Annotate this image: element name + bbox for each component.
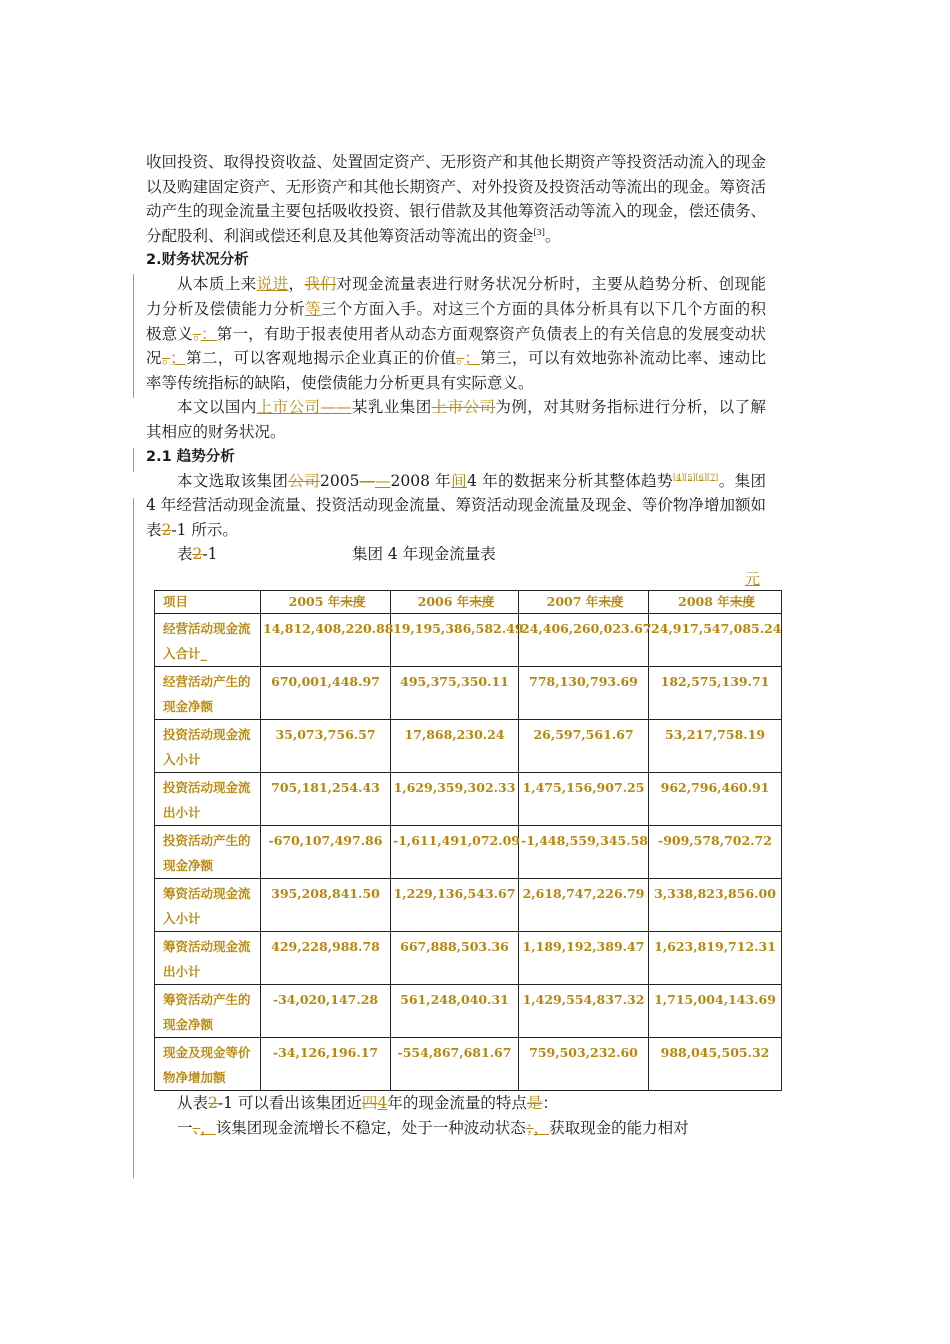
table-label: 表2-1 [177,545,218,564]
table-row [155,773,782,826]
cell-value: -1,611,491,072.09 [391,826,519,879]
header-year: 2005 年末度 [261,591,391,614]
table-header-row [155,591,782,614]
inserted-text: 间 [451,471,468,490]
deleted-text: 。 [193,324,202,343]
cell-value: 759,503,232.60 [519,1038,649,1091]
table-title: 集团 4 年现金流量表 [352,545,496,564]
deleted-text: 2 [192,545,203,564]
inserted-text: ； [464,349,480,368]
deleted-text: 。 [456,349,465,368]
document-page [146,150,782,1141]
change-bar [133,448,134,472]
row-label: 筹资活动产生的现金净额 [155,985,261,1038]
cell-value: 26,597,561.67 [519,720,649,773]
deleted-text: 公司 [288,471,321,490]
inserted-text: ， [200,1118,216,1137]
cell-value: 24,917,547,085.24 [649,614,782,667]
heading-financial-analysis: 2.财务状况分析 [146,252,249,269]
cell-value: 1,475,156,907.25 [519,773,649,826]
cell-value: 1,629,359,302.33 [391,773,519,826]
cell-value: 1,229,136,543.67 [391,879,519,932]
deleted-text: 。 [161,349,171,368]
cell-value: 1,623,819,712.31 [649,932,782,985]
header-year: 2007 年末度 [519,591,649,614]
paragraph-analysis-intro: 从本质上来说进，我们对现金流量表进行财务状况分析时，主要从趋势分析、创现能力分析及偿债能力分析等三个方面入手。对这三个方面的具体分析具有以下几个方面的积极意义。：第一，有助于报表使用者从动态方面观察资产负债表上的有关信息的发展变动状况。；第二，可以客观地揭示企业真正的价值。；第三，可以有效地弥补流动比率、速动比率等传统指标的缺陷，使偿债能力分析更具有实际意义。 [146,275,766,392]
change-bar [133,274,134,398]
citation-ref: [3] [533,227,545,237]
cell-value: 19,195,386,582.49 [391,614,519,667]
row-label: 筹资活动现金流入小计 [155,879,261,932]
inserted-text: 等 [305,299,321,318]
paragraph-trend-intro: 本文选取该集团公司2005——2008 年间4 年的数据来分析其整体趋势[4][5][6][7]。集团 4 年经营活动现金流量、投资活动现金流量、筹资活动现金流量及现金、等价物净增加额如表2-1 所示。 [146,471,766,539]
cell-value: 778,130,793.69 [519,667,649,720]
header-year: 2008 年末度 [649,591,782,614]
deleted-text: ； [525,1118,534,1137]
deleted-text: 我们 [304,275,337,294]
row-label: 现金及现金等价物净增加额 [155,1038,261,1091]
deleted-text: 上市公司 [431,398,496,417]
cell-value: 24,406,260,023.67 [519,614,649,667]
cell-value: 988,045,505.32 [649,1038,782,1091]
row-label: 经营活动产生的现金净额 [155,667,261,720]
cell-value: 429,228,988.78 [261,932,391,985]
table-row [155,614,782,667]
header-year: 2006 年末度 [391,591,519,614]
paragraph-cash-flow-description: 收回投资、取得投资收益、处置固定资产、无形资产和其他长期资产等投资活动流入的现金以及购建固定资产、无形资产和其他长期资产、对外投资及投资活动等流出的现金。筹资活动产生的现金流量主要包括吸收投资、银行借款及其他筹资活动等流入的现金，偿还债务、分配股利、利润或偿还利息及其他筹资活动等流出的资金[3]。 [146,153,767,245]
cell-value: 1,189,192,389.47 [519,932,649,985]
citation-ref: [4][5][6][7] [672,472,719,482]
cell-value: -909,578,702.72 [649,826,782,879]
table-row [155,932,782,985]
cell-value: 53,217,758.19 [649,720,782,773]
cell-value: -670,107,497.86 [261,826,391,879]
cell-value: 1,715,004,143.69 [649,985,782,1038]
table-row [155,879,782,932]
deleted-text: 四 [361,1094,378,1113]
change-bar [133,498,134,1178]
table-row [155,826,782,879]
paragraph-case-intro: 本文以国内上市公司——某乳业集团上市公司为例，对其财务指标进行分析，以了解其相应的财务状况。 [146,398,766,441]
cell-value: -34,020,147.28 [261,985,391,1038]
deleted-text: — [359,471,375,490]
cell-value: -554,867,681.67 [391,1038,519,1091]
inserted-text: 4 [377,1094,388,1113]
cell-value: 1,429,554,837.32 [519,985,649,1038]
cell-value: -1,448,559,345.58 [519,826,649,879]
cell-value: 670,001,448.97 [261,667,391,720]
heading-trend-analysis: 2.1 趋势分析 [146,448,235,465]
table-caption [146,542,766,568]
cell-value: 182,575,139.71 [649,667,782,720]
deleted-text: 是 [526,1094,543,1113]
cell-value: 395,208,841.50 [261,879,391,932]
cell-value: 35,073,756.57 [261,720,391,773]
cell-value: 17,868,230.24 [391,720,519,773]
unit-label: 元 [744,570,760,589]
table-row [155,667,782,720]
deleted-text: 2 [161,520,172,539]
inserted-text: ； [170,349,186,368]
row-label: 投资活动现金流入小计 [155,720,261,773]
deleted-text: 、 [192,1118,201,1137]
table-row [155,720,782,773]
table-row [155,1038,782,1091]
cell-value: -34,126,196.17 [261,1038,391,1091]
cell-value: 3,338,823,856.00 [649,879,782,932]
paragraph-table-observation: 从表2-1 可以看出该集团近四4年的现金流量的特点是： [177,1094,558,1113]
cell-value: 14,812,408,220.88 [261,614,391,667]
row-label: 投资活动现金流出小计 [155,773,261,826]
row-label: 投资活动产生的现金净额 [155,826,261,879]
row-label: 经营活动现金流入合计_ [155,614,261,667]
inserted-text: 说进 [256,275,289,294]
paragraph-point-one: 一、，该集团现金流增长不稳定，处于一种波动状态；，获取现金的能力相对 [177,1118,689,1137]
table-row [155,985,782,1038]
deleted-text: 2 [208,1094,218,1113]
inserted-text: — [375,471,391,490]
cell-value: 667,888,503.36 [391,932,519,985]
header-item: 项目 [155,591,261,614]
cash-flow-table [154,590,782,1091]
inserted-text: 上市公司—— [256,398,352,417]
cell-value: 495,375,350.11 [391,667,519,720]
inserted-text: ， [533,1118,550,1137]
cell-value: 561,248,040.31 [391,985,519,1038]
cell-value: 2,618,747,226.79 [519,879,649,932]
row-label: 筹资活动现金流出小计 [155,932,261,985]
inserted-text: ： [201,324,217,343]
cell-value: 705,181,254.43 [261,773,391,826]
cell-value: 962,796,460.91 [649,773,782,826]
